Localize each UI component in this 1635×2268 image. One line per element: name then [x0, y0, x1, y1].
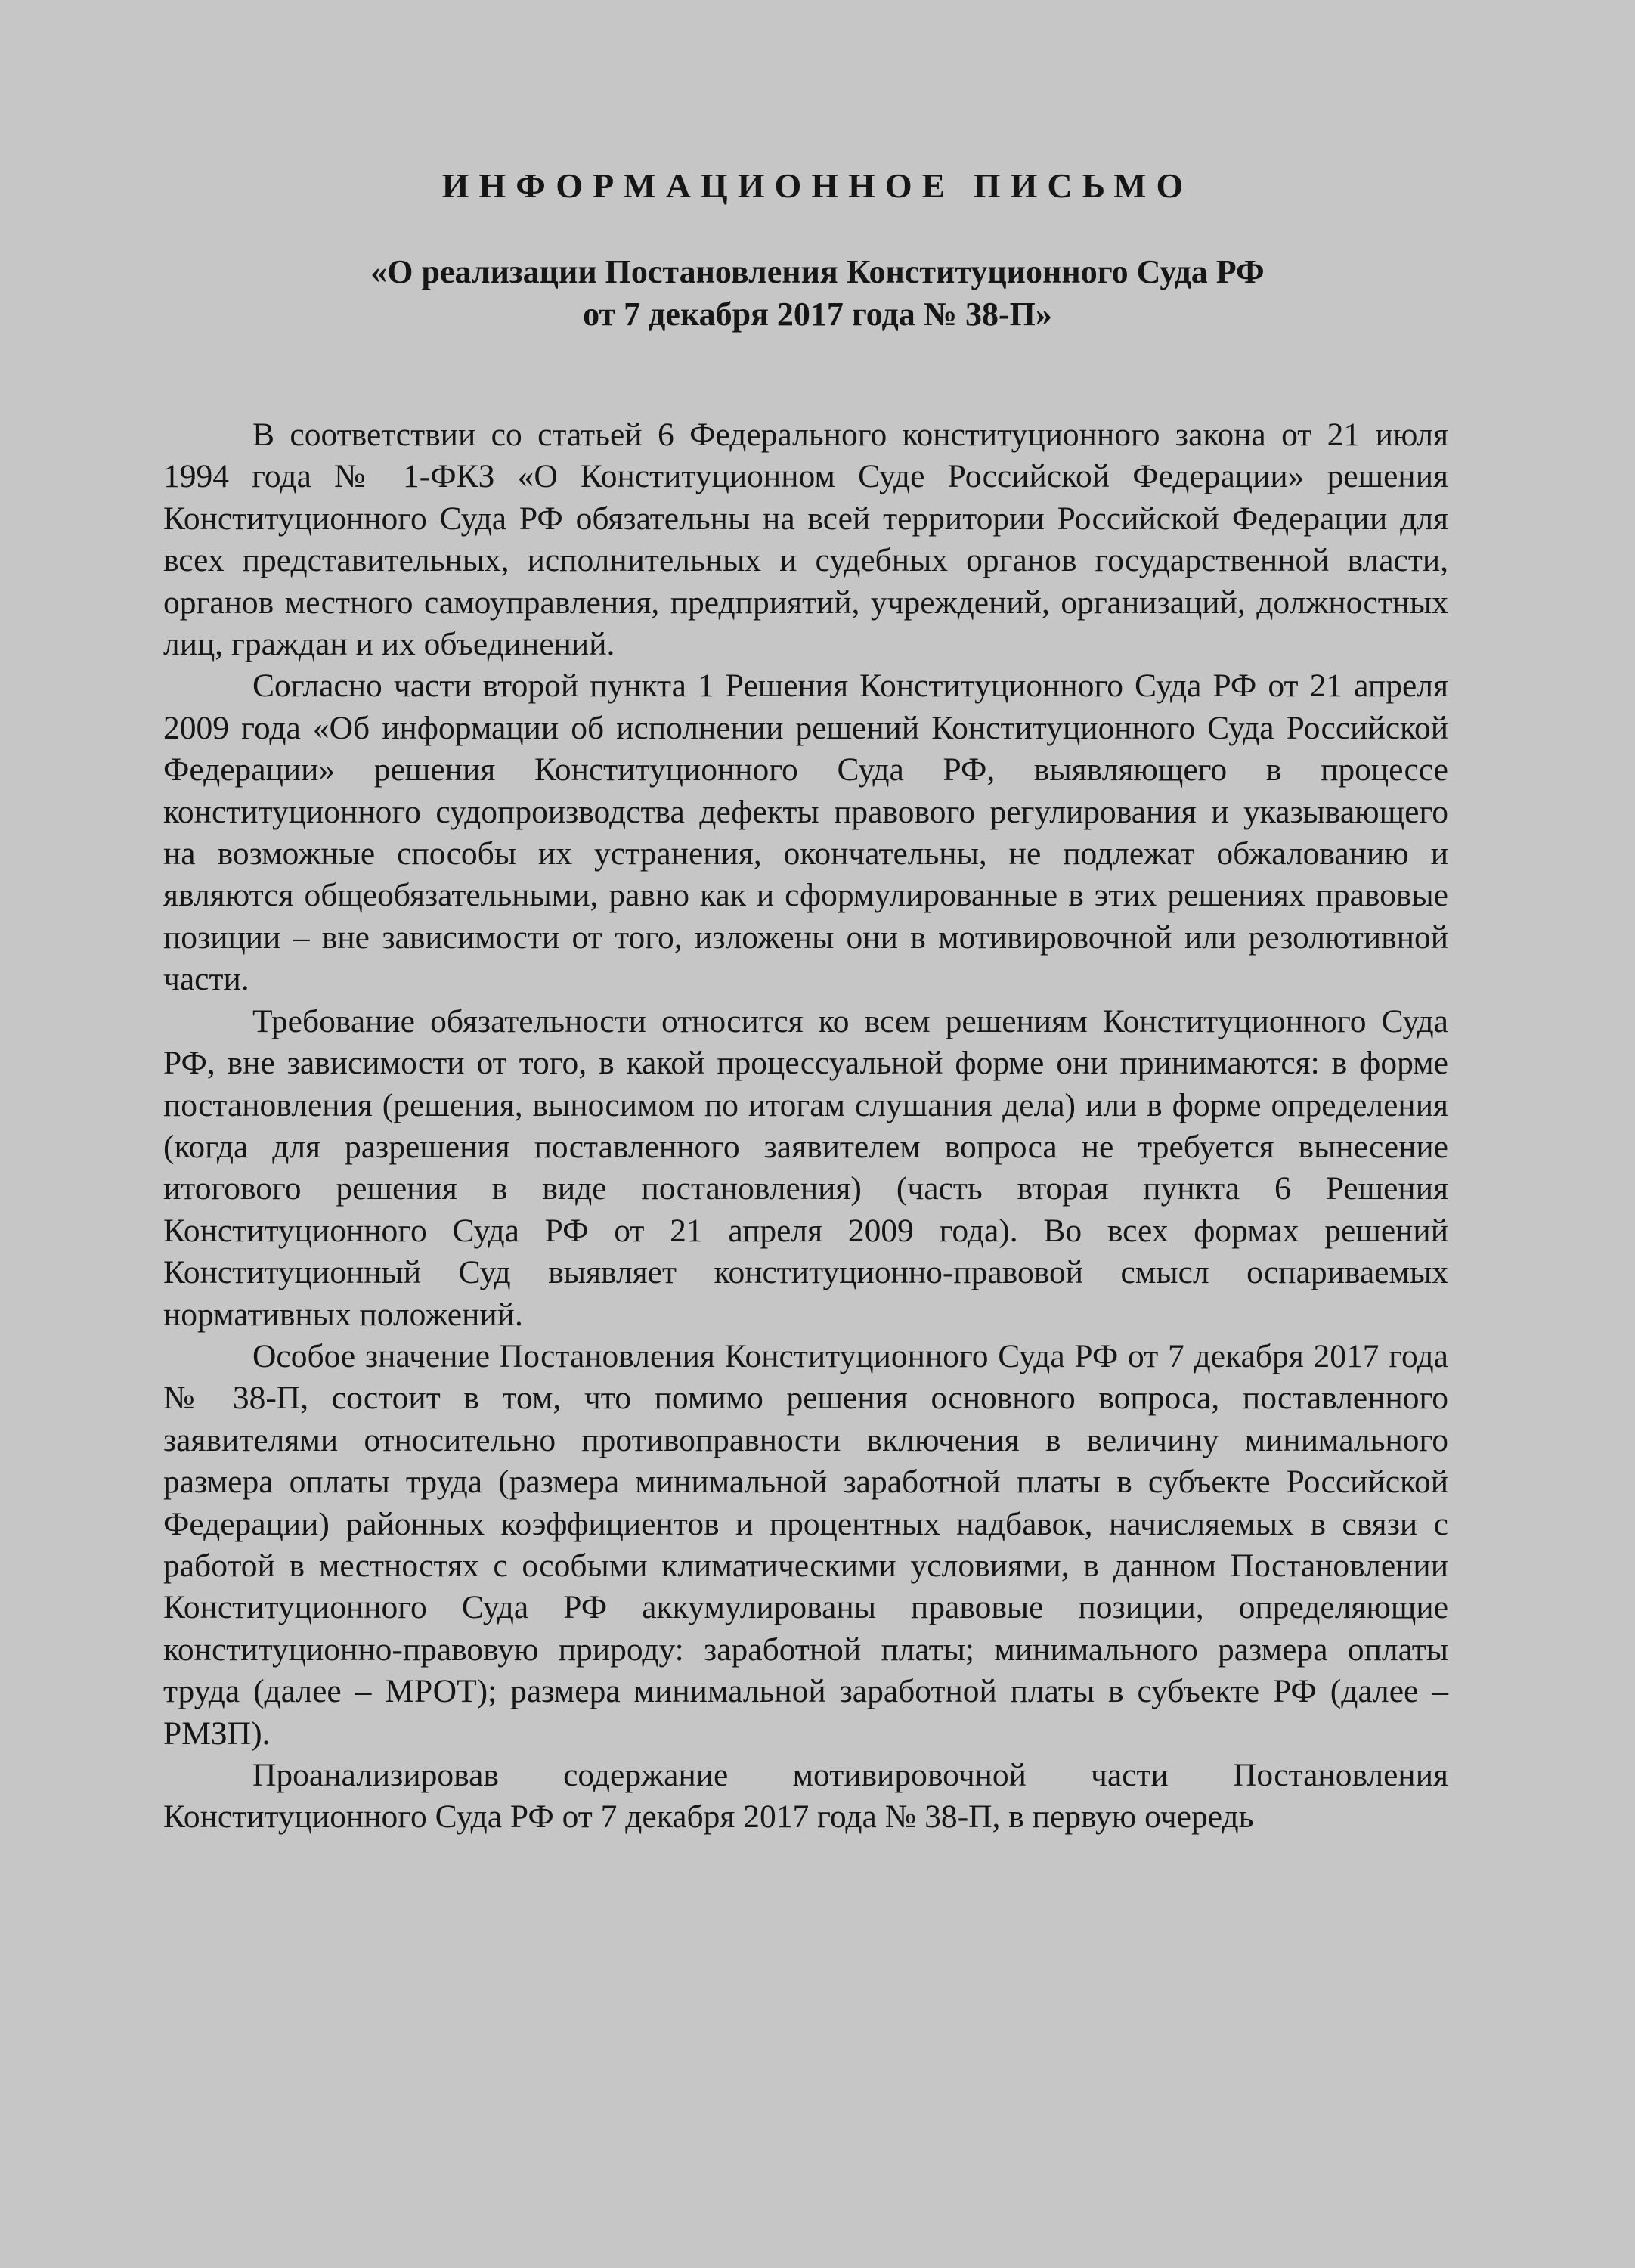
document-body [163, 414, 1448, 1839]
paragraph-5: Проанализировав содержание мотивировочной части Постановления Конституционного Суда РФ от 7 декабря 2017 года № 38-П, в первую очередь [163, 1757, 1448, 1836]
paragraph-2: Согласно части второй пункта 1 Решения Конституционного Суда РФ от 21 апреля 2009 года «Об информации об исполнении решений Конституционного Суда Российской Федерации» решения Конституционного Суда РФ, выявляющего в процессе конституционного судопроизводства дефекты правового регулирования и указывающего на возможные способы их устранения, окончательны, не подлежат обжалованию и являются общеобязательными, равно как и сформулированные в этих решениях правовые позиции – вне зависимости от того, изложены они в мотивировочной или резолютивной части. [163, 668, 1448, 998]
document-subtitle [0, 251, 1635, 336]
paragraph-1: В соответствии со статьей 6 Федерального конституционного закона от 21 июля 1994 года № 1-ФКЗ «О Конституционном Суде Российской Федерации» решения Конституционного Суда РФ обязательны на всей территории Российской Федерации для всех представительных, исполнительных и судебных органов государственной власти, органов местного самоуправления, предприятий, учреждений, организаций, должностных лиц, граждан и их объединений. [163, 417, 1448, 663]
document-title: ИНФОРМАЦИОННОЕ ПИСЬМО [441, 166, 1194, 205]
paragraph-4: Особое значение Постановления Конституционного Суда РФ от 7 декабря 2017 года № 38-П, состоит в том, что помимо решения основного вопроса, поставленного заявителями относительно противоправности включения в величину минимального размера оплаты труда (размера минимальной заработной платы в субъекте Российской Федерации) районных коэффициентов и процентных надбавок, начисляемых в связи с работой в местностях с особыми климатическими условиями, в данном Постановлении Конституционного Суда РФ аккумулированы правовые позиции, определяющие конституционно-правовую природу: заработной платы; минимального размера оплаты труда (далее – МРОТ); размера минимальной заработной платы в субъекте РФ (далее – РМЗП). [163, 1337, 1448, 1752]
subtitle-line-2: от 7 декабря 2017 года № 38-П» [583, 296, 1052, 333]
subtitle-line-1: «О реализации Постановления Конституционного Суда РФ [370, 253, 1265, 290]
paragraph-3: Требование обязательности относится ко всем решениям Конституционного Суда РФ, вне зависимости от того, в какой процессуальной форме они принимаются: в форме постановления (решения, выносимом по итогам слушания дела) или в форме определения (когда для разрешения поставленного заявителем вопроса не требуется вынесение итогового решения в виде постановления) (часть вторая пункта 6 Решения Конституционного Суда РФ от 21 апреля 2009 года). Во всех формах решений Конституционный Суд выявляет конституционно-правовой смысл оспариваемых нормативных положений. [163, 1002, 1448, 1333]
